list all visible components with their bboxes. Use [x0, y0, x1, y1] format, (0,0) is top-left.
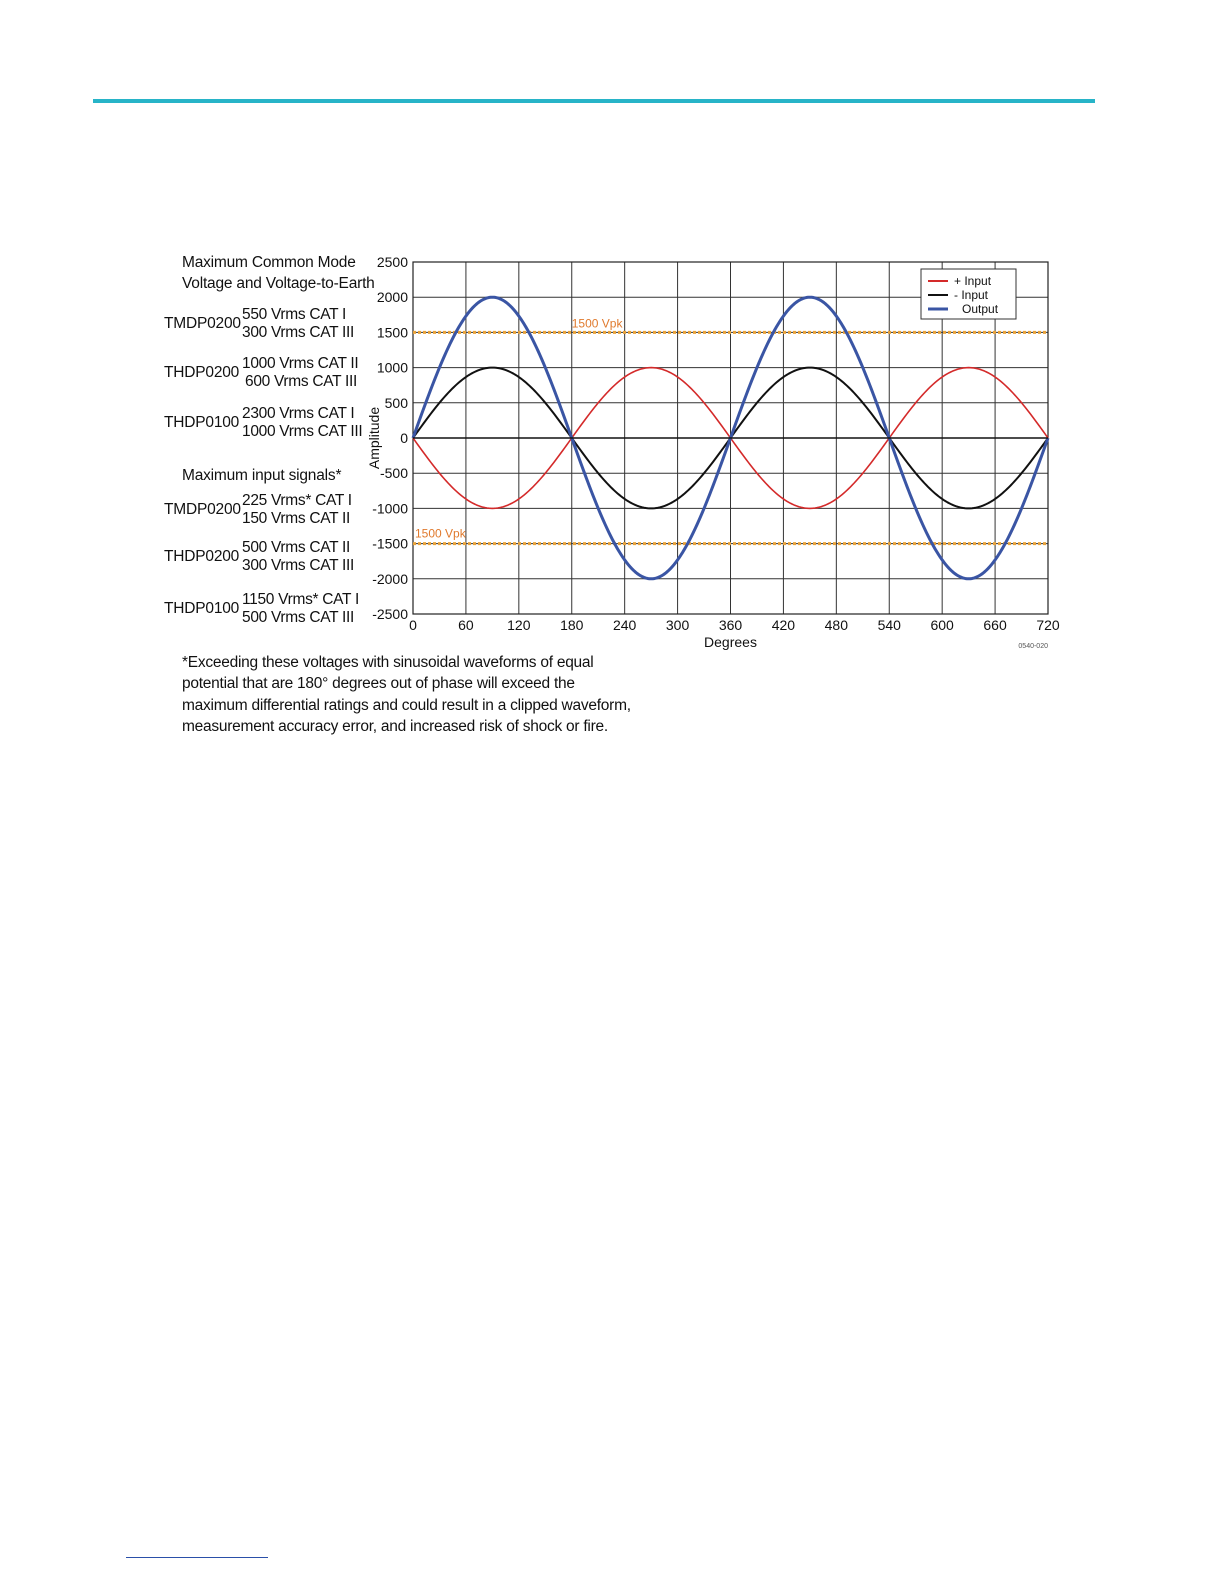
common-mode-row-thdp0200 [160, 355, 375, 393]
header-rule [93, 99, 1095, 103]
rating-line: 1000 Vrms CAT III [242, 423, 363, 440]
rating-line: 600 Vrms CAT III [245, 373, 358, 390]
x-tick-label: 300 [665, 617, 690, 633]
model-ratings [242, 539, 354, 575]
rating-line: 300 Vrms CAT III [242, 557, 355, 574]
common-mode-heading [182, 252, 375, 294]
legend-label: + Input [954, 274, 992, 288]
rating-line: 300 Vrms CAT III [242, 324, 355, 341]
rating-line: 225 Vrms* CAT I [242, 492, 352, 509]
footnote-line: potential that are 180° degrees out of phase will exceed the [182, 675, 575, 693]
footer-link-rule [126, 1557, 268, 1558]
figure-id: 0540-020 [1018, 643, 1048, 650]
common-mode-heading-line: Maximum Common Mode [182, 254, 356, 271]
footnote [182, 652, 652, 737]
x-tick-label: 60 [458, 617, 474, 633]
model-name: TMDP0200 [164, 315, 241, 332]
x-tick-label: 240 [612, 617, 637, 633]
x-tick-label: 0 [409, 617, 417, 633]
ratings-panel [160, 250, 375, 630]
legend-label: Output [962, 302, 999, 316]
y-tick-label: 2500 [376, 254, 408, 270]
input-row-thdp0200 [160, 539, 375, 577]
legend-label: - Input [954, 288, 989, 302]
y-tick-label: -2000 [372, 570, 408, 587]
y-tick-label: 0 [400, 430, 408, 446]
x-tick-label: 180 [560, 617, 584, 633]
model-ratings [242, 492, 352, 528]
input-row-thdp0100 [160, 591, 375, 629]
reference-line-label: 1500 Vpk [415, 526, 466, 541]
reference-line-label: 1500 Vpk [571, 316, 623, 331]
x-tick-label: 360 [718, 617, 743, 633]
model-name: THDP0100 [164, 414, 240, 431]
footnote-line: maximum differential ratings and could result in a clipped waveform, [182, 696, 631, 714]
model-name: TMDP0200 [164, 501, 241, 518]
model-ratings [242, 405, 362, 441]
y-tick-label: -1500 [372, 535, 408, 552]
rating-line: 1150 Vrms* CAT I [242, 591, 359, 608]
rating-line: 550 Vrms CAT I [242, 306, 347, 323]
model-name: THDP0200 [164, 364, 240, 381]
x-tick-label: 420 [771, 617, 796, 633]
chart-svg [360, 245, 1060, 660]
common-mode-row-thdp0100 [160, 405, 375, 443]
x-tick-label: 120 [507, 617, 531, 633]
x-tick-label: 480 [824, 617, 849, 633]
rating-line: 2300 Vrms CAT I [242, 405, 355, 422]
y-tick-label: 2000 [376, 289, 408, 306]
y-tick-label: 1000 [376, 359, 408, 376]
y-tick-label: 1500 [376, 324, 408, 341]
y-axis-title: Amplitude [366, 406, 382, 470]
model-ratings [242, 306, 354, 342]
rating-line: 500 Vrms CAT III [242, 609, 355, 626]
model-ratings [242, 355, 358, 391]
y-tick-label: -1000 [372, 500, 408, 517]
x-tick-label: 660 [983, 617, 1007, 633]
y-tick-label: -2500 [372, 606, 408, 622]
y-tick-label: 500 [384, 394, 408, 411]
input-row-tmdp0200 [160, 492, 375, 530]
footnote-line: measurement accuracy error, and increased risk of shock or fire. [182, 717, 608, 735]
common-mode-heading-line: Voltage and Voltage-to-Earth [182, 275, 375, 292]
model-name: THDP0100 [164, 600, 240, 617]
x-tick-label: 600 [930, 617, 954, 633]
x-tick-label: 540 [877, 617, 901, 633]
model-ratings [242, 591, 359, 627]
input-signals-heading: Maximum input signals* [182, 467, 342, 484]
rating-line: 500 Vrms CAT II [242, 539, 351, 556]
x-tick-label: 720 [1036, 617, 1060, 633]
waveform-chart [360, 245, 1060, 660]
y-tick-label: -500 [379, 465, 408, 482]
common-mode-row-tmdp0200 [160, 306, 375, 344]
rating-line: 1000 Vrms CAT II [242, 355, 359, 372]
model-name: THDP0200 [164, 548, 240, 565]
x-axis-title: Degrees [704, 634, 757, 650]
rating-line: 150 Vrms CAT II [242, 510, 351, 527]
footnote-line: *Exceeding these voltages with sinusoidal waveforms of equal [182, 654, 594, 671]
